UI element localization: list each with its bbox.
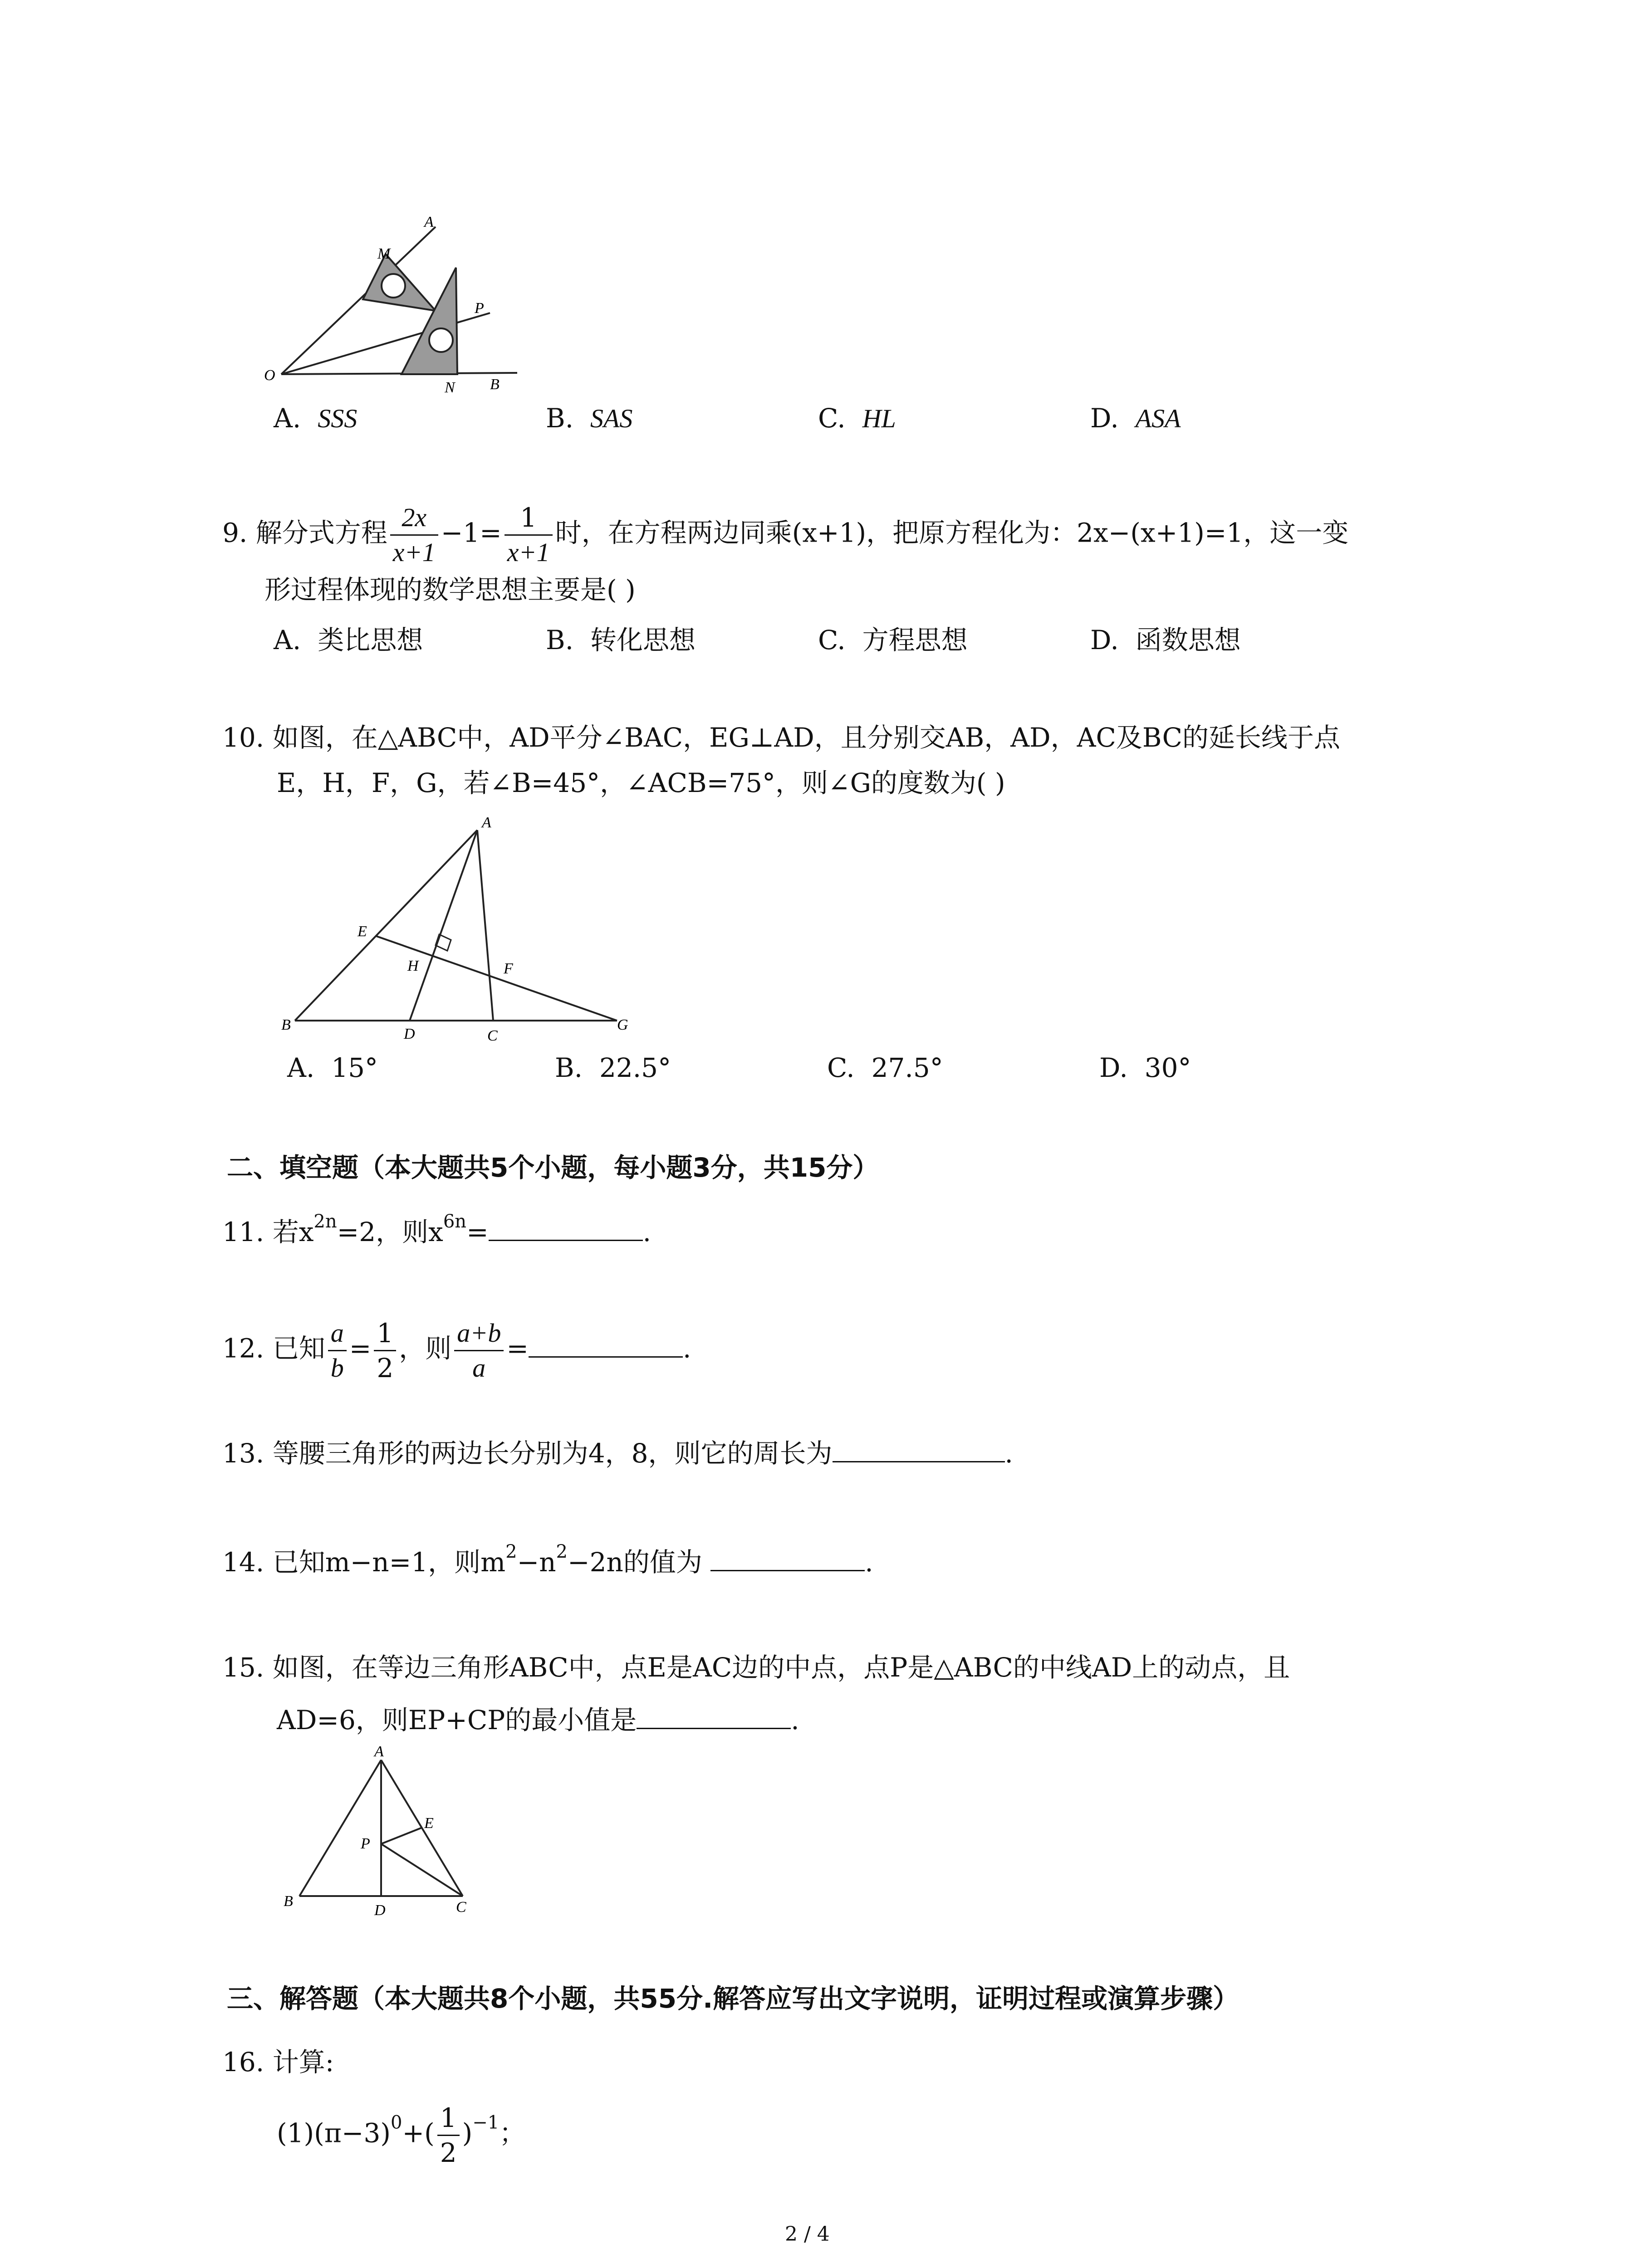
fraction-numerator: a (328, 1320, 347, 1351)
q8-label-M: M (377, 245, 391, 262)
q10-option-d[interactable] (1099, 1052, 1191, 1083)
q14-end: . (865, 1547, 873, 1578)
q10-label-D: D (404, 1026, 415, 1042)
q9-line2: 形过程体现的数学思想主要是( ) (265, 574, 636, 605)
q12-eq: = (349, 1333, 372, 1364)
q13-text: 等腰三角形的两边长分别为4，8，则它的周长为 (272, 1438, 833, 1469)
q10-label-H: H (407, 958, 419, 974)
question-number: 10. (222, 722, 265, 753)
q13-end: . (1004, 1438, 1013, 1469)
option-letter: D. (1090, 625, 1119, 655)
q10-label-F: F (504, 960, 513, 977)
option-text: ASA (1135, 404, 1181, 433)
q10-figure (272, 812, 635, 1048)
question-number: 13. (222, 1438, 265, 1469)
section-heading-fill-in: 二、填空题（本大题共5个小题，每小题3分，共15分） (227, 1152, 879, 1183)
fraction-denominator: 2 (377, 1353, 394, 1383)
option-letter: C. (827, 1052, 855, 1083)
option-letter: C. (818, 625, 846, 655)
q12-answer-blank[interactable] (529, 1333, 683, 1358)
q10-line2: E，H，F，G，若∠B=45°，∠ACB=75°，则∠G的度数为( ) (277, 767, 1005, 798)
q11-text-a: 若x (272, 1217, 314, 1247)
q12-text-a: 已知 (272, 1333, 325, 1364)
q15-label-P: P (361, 1835, 370, 1852)
question-number: 11. (222, 1217, 265, 1247)
q10-label-G: G (617, 1017, 628, 1033)
question-number: 14. (222, 1547, 265, 1578)
fraction-denominator: 2 (440, 2137, 457, 2168)
q16-title-text: 计算: (272, 2047, 334, 2077)
q15-line1 (222, 1651, 1290, 1684)
q9-option-d[interactable] (1090, 619, 1241, 657)
option-letter: D. (1099, 1052, 1128, 1083)
q14-text-b: −n (517, 1547, 556, 1578)
q12-fraction-3 (454, 1320, 504, 1381)
q15-label-B: B (284, 1893, 293, 1910)
q11 (222, 1211, 652, 1248)
q14-text-c: −2n的值为 (568, 1547, 702, 1578)
option-letter: A. (287, 1052, 315, 1083)
q13-answer-blank[interactable] (833, 1437, 1005, 1462)
q8-label-B: B (490, 376, 500, 393)
q15-label-E: E (424, 1815, 434, 1832)
q8-option-a[interactable] (274, 403, 357, 434)
q8-option-b[interactable] (546, 403, 632, 434)
option-letter: A. (274, 403, 301, 434)
q11-answer-blank[interactable] (489, 1216, 643, 1241)
q11-exponent-1: 2n (314, 1211, 337, 1232)
option-text: 27.5° (871, 1052, 943, 1083)
q10-option-a[interactable] (287, 1052, 378, 1083)
q8-option-d[interactable] (1090, 403, 1181, 434)
q9-option-c[interactable] (818, 619, 968, 657)
option-text: 22.5° (599, 1052, 671, 1083)
option-text: SSS (318, 404, 358, 433)
q10-option-b[interactable] (555, 1052, 671, 1083)
q14-exponent-1: 2 (505, 1541, 517, 1562)
q16-fraction (437, 2102, 460, 2168)
q16-text-a: (1)(π−3) (277, 2117, 391, 2149)
q9-suffix: 时，在方程两边同乘(x+1)，把原方程化为：2x−(x+1)=1，这一变 (555, 517, 1349, 548)
q12-fraction-1 (328, 1320, 347, 1381)
q9-option-b[interactable] (546, 619, 696, 657)
option-text: 函数思想 (1135, 625, 1241, 655)
q9-fraction-1 (390, 504, 438, 566)
q10-line1 (222, 721, 1340, 754)
option-letter: D. (1090, 403, 1119, 434)
page-number: 2 / 4 (785, 2223, 830, 2246)
option-letter: C. (818, 403, 846, 434)
q9-prefix: 解分式方程 (255, 517, 387, 548)
q14-answer-blank[interactable] (710, 1546, 865, 1571)
section-heading-solutions: 三、解答题（本大题共8个小题，共55分.解答应写出文字说明，证明过程或演算步骤） (227, 1983, 1239, 2014)
q12-fraction-2 (374, 1320, 396, 1381)
option-letter: A. (274, 625, 301, 655)
fraction-denominator: b (330, 1353, 344, 1383)
q15-label-A: A (374, 1746, 384, 1760)
q16-text-b: +( (402, 2117, 435, 2149)
q15-text-2: AD=6，则EP+CP的最小值是 (277, 1705, 637, 1735)
q15-label-D: D (374, 1902, 386, 1919)
option-text: 方程思想 (862, 625, 968, 655)
q15-text-1: 如图，在等边三角形ABC中，点E是AC边的中点，点P是△ABC的中线AD上的动点，且 (272, 1652, 1290, 1683)
option-letter: B. (555, 1052, 583, 1083)
fraction-numerator: 1 (374, 1320, 396, 1351)
option-text: 类比思想 (318, 625, 423, 655)
q11-text-b: =2，则x (337, 1217, 443, 1247)
option-text: 30° (1144, 1052, 1191, 1083)
q9-mid: −1= (441, 517, 502, 548)
option-letter: B. (546, 403, 574, 434)
q8-figure (254, 209, 526, 399)
q16-exponent-2: −1 (472, 2112, 500, 2133)
q14-exponent-2: 2 (556, 1541, 568, 1562)
q9-option-a[interactable] (274, 619, 423, 657)
q14-text-a: 已知m−n=1，则m (272, 1547, 506, 1578)
q12-text-c: = (506, 1333, 529, 1364)
q9-line1 (222, 504, 1348, 566)
q13 (222, 1437, 1013, 1470)
q12-mid: ，则 (399, 1333, 452, 1364)
q9-fraction-2 (505, 504, 553, 566)
option-letter: B. (546, 625, 574, 655)
q10-text-1: 如图，在△ABC中，AD平分∠BAC，EG⊥AD，且分别交AB，AD，AC及BC的延长线于点 (272, 722, 1340, 753)
fraction-denominator: x+1 (392, 538, 436, 567)
q15-end: . (791, 1705, 799, 1735)
q11-text-c: = (466, 1217, 489, 1247)
fraction-denominator: a (472, 1353, 486, 1383)
q16-text-d: ； (499, 2117, 526, 2149)
q16-title (222, 2046, 334, 2078)
question-number: 12. (222, 1333, 265, 1364)
q10-option-c[interactable] (827, 1052, 943, 1083)
q11-exponent-2: 6n (443, 1211, 467, 1232)
q14 (222, 1541, 873, 1579)
q8-label-P: P (475, 300, 484, 317)
fraction-numerator: 2x (390, 504, 438, 536)
q10-label-A: A (482, 814, 491, 831)
q10-label-B: B (281, 1017, 291, 1033)
q15-answer-blank[interactable] (637, 1704, 791, 1729)
q8-label-N: N (445, 379, 455, 396)
option-text: 转化思想 (590, 625, 696, 655)
question-number: 16. (222, 2047, 265, 2077)
q11-end: . (642, 1217, 652, 1247)
question-number: 9. (222, 517, 248, 548)
option-text: SAS (590, 404, 633, 433)
q16-text-c: ) (462, 2117, 473, 2149)
q8-label-A: A (424, 214, 434, 230)
q16-exponent-1: 0 (391, 2112, 402, 2133)
fraction-numerator: 1 (505, 504, 553, 536)
q16-part1 (277, 2102, 526, 2168)
q8-label-O: O (264, 367, 275, 384)
q8-option-c[interactable] (818, 403, 896, 434)
q10-label-E: E (358, 923, 367, 940)
q12 (222, 1320, 691, 1381)
q15-label-C: C (456, 1899, 466, 1916)
q15-line2 (277, 1704, 799, 1736)
q12-end: . (682, 1333, 691, 1364)
option-text: HL (862, 404, 896, 433)
fraction-denominator: x+1 (507, 538, 550, 567)
question-number: 15. (222, 1652, 265, 1683)
q10-label-C: C (487, 1027, 498, 1044)
fraction-numerator: 1 (437, 2105, 460, 2136)
q15-figure (272, 1746, 508, 1937)
option-text: 15° (331, 1052, 378, 1083)
fraction-numerator: a+b (454, 1320, 504, 1351)
